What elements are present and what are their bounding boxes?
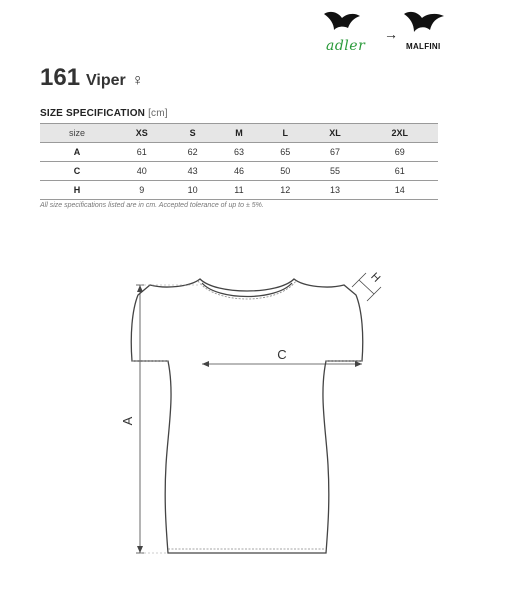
malfini-logo-text: MALFINI	[406, 42, 441, 51]
column-header: S	[189, 128, 196, 138]
table-cell: 50	[280, 166, 291, 176]
size-table	[40, 123, 438, 200]
female-icon: ♀	[131, 72, 144, 89]
dimension-a-label: A	[120, 416, 135, 426]
table-row	[40, 162, 438, 181]
column-header: 2XL	[391, 128, 409, 138]
size-spec-heading	[40, 108, 168, 119]
size-spec-unit: [cm]	[148, 108, 168, 119]
table-cell: 46	[233, 166, 244, 176]
size-spec-title: SIZE SPECIFICATION	[40, 108, 146, 119]
table-cell: 12	[280, 185, 291, 195]
table-cell: 55	[329, 166, 340, 176]
table-cell: 43	[187, 166, 198, 176]
table-cell: 10	[187, 185, 198, 195]
table-header-row	[40, 124, 438, 143]
tolerance-note: All size specifications listed are in cm. Accepted tolerance of up to ± 5%.	[40, 202, 264, 209]
malfini-eagle-icon	[404, 12, 444, 32]
adler-logo-text: adler	[326, 38, 366, 54]
neckline	[202, 283, 292, 297]
dimension-c-label: C	[277, 347, 287, 362]
row-label: C	[73, 166, 81, 176]
table-row	[40, 143, 438, 162]
adler-eagle-icon	[324, 12, 360, 30]
table-cell: 61	[136, 147, 147, 157]
table-row	[40, 181, 438, 200]
column-header: L	[282, 128, 288, 138]
tshirt-diagram	[110, 265, 410, 565]
dimension-h-label: H	[368, 270, 383, 285]
row-label: H	[73, 185, 81, 195]
brand-logos	[320, 8, 480, 58]
table-cell: 63	[233, 147, 244, 157]
table-cell: 9	[139, 185, 145, 195]
table-cell: 13	[329, 185, 340, 195]
arrow-icon: →	[384, 26, 398, 42]
column-header: XS	[135, 128, 148, 138]
column-header: M	[235, 128, 243, 138]
table-cell: 65	[280, 147, 291, 157]
table-cell: 40	[136, 166, 147, 176]
product-title	[40, 64, 144, 92]
table-cell: 14	[394, 185, 405, 195]
product-number: 161	[40, 64, 81, 91]
table-cell: 67	[329, 147, 340, 157]
column-header: XL	[329, 128, 341, 138]
table-cell: 69	[394, 147, 405, 157]
product-name: Viper	[86, 72, 126, 89]
table-cell: 61	[394, 166, 405, 176]
tshirt-outline	[131, 279, 363, 553]
row-label: A	[73, 147, 81, 157]
table-cell: 62	[187, 147, 198, 157]
table-cell: 11	[234, 185, 244, 195]
column-header: size	[69, 128, 86, 138]
